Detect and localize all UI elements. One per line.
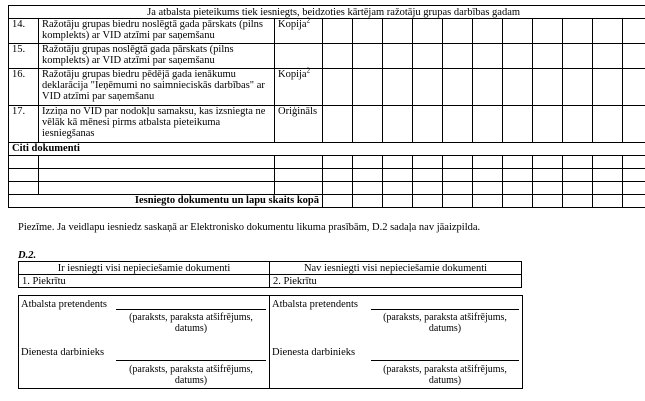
table-cell[interactable] xyxy=(473,69,503,106)
table-cell[interactable] xyxy=(383,106,413,143)
row-text: Izziņa no VID par nodokļu samaksu, kas izsniegta ne vēlāk kā mēnesi pirms atbalsta pieteikuma iesniegšanas xyxy=(39,106,275,143)
table-cell[interactable] xyxy=(503,106,533,143)
table-cell[interactable] xyxy=(383,19,413,44)
right-applicant-label: Atbalsta pretendents xyxy=(272,299,359,310)
total-cell[interactable] xyxy=(413,195,443,208)
total-cell[interactable] xyxy=(563,195,593,208)
table-cell[interactable] xyxy=(323,156,353,169)
left-option-agree[interactable]: 1. Piekrītu xyxy=(19,275,270,288)
table-cell[interactable] xyxy=(323,169,353,182)
table-cell[interactable] xyxy=(443,44,473,69)
table-cell[interactable] xyxy=(623,106,645,143)
footnote-mark: 2 xyxy=(306,66,311,75)
right-option-agree[interactable]: 2. Piekrītu xyxy=(270,275,522,288)
left-column-header: Ir iesniegti visi nepieciešamie dokumenti xyxy=(19,262,270,275)
table-row xyxy=(9,156,645,169)
d2-table xyxy=(18,261,522,288)
table-cell[interactable] xyxy=(623,69,645,106)
table-cell[interactable] xyxy=(593,182,623,195)
table-cell[interactable] xyxy=(383,182,413,195)
table-cell[interactable] xyxy=(473,44,503,69)
table-cell[interactable] xyxy=(413,169,443,182)
other-documents-heading: Citi dokumenti xyxy=(9,143,645,156)
left-officer-signature-line[interactable] xyxy=(116,360,266,361)
row-number: 17. xyxy=(9,106,39,143)
table-row xyxy=(9,19,645,44)
total-cell[interactable] xyxy=(533,195,563,208)
table-cell[interactable] xyxy=(623,182,645,195)
total-cell[interactable] xyxy=(353,195,383,208)
total-label: Iesniegto dokumentu un lapu skaits kopā xyxy=(9,195,323,208)
row-text: Ražotāju grupas biedru pēdējā gada ienākumu deklarācija "Ieņēmumi no saimnieciskās darbības" ar VID atzīmi par saņemšanu xyxy=(39,69,275,106)
table-cell[interactable] xyxy=(593,44,623,69)
table-cell[interactable] xyxy=(323,19,353,44)
table-cell[interactable] xyxy=(353,44,383,69)
total-cell[interactable] xyxy=(593,195,623,208)
left-applicant-signature-line[interactable] xyxy=(116,309,266,310)
table-cell[interactable] xyxy=(593,169,623,182)
table-cell[interactable] xyxy=(353,156,383,169)
table-cell[interactable] xyxy=(413,69,443,106)
table-row xyxy=(9,169,645,182)
row-number: 15. xyxy=(9,44,39,69)
table-cell[interactable] xyxy=(563,156,593,169)
table-cell[interactable] xyxy=(443,106,473,143)
table-cell[interactable] xyxy=(383,69,413,106)
table-cell[interactable] xyxy=(383,169,413,182)
table-cell[interactable] xyxy=(533,69,563,106)
table-cell[interactable] xyxy=(563,44,593,69)
total-cell[interactable] xyxy=(383,195,413,208)
table-cell[interactable] xyxy=(473,182,503,195)
table-cell[interactable] xyxy=(413,19,443,44)
total-cell[interactable] xyxy=(473,195,503,208)
right-officer-caption: (paraksts, paraksta atšifrējums, datums) xyxy=(383,364,507,386)
table-cell[interactable] xyxy=(443,69,473,106)
table-cell[interactable] xyxy=(323,182,353,195)
table-cell[interactable] xyxy=(413,156,443,169)
table-cell[interactable] xyxy=(593,69,623,106)
table-cell[interactable] xyxy=(323,106,353,143)
total-cell[interactable] xyxy=(623,195,645,208)
table-cell[interactable] xyxy=(533,169,563,182)
total-cell[interactable] xyxy=(503,195,533,208)
table-cell[interactable] xyxy=(563,69,593,106)
documents-table xyxy=(8,5,645,208)
table-cell[interactable] xyxy=(563,182,593,195)
row-type: Oriģināls xyxy=(275,106,323,143)
right-applicant-signature-line[interactable] xyxy=(371,309,519,310)
table-cell[interactable] xyxy=(473,106,503,143)
table-cell[interactable] xyxy=(473,169,503,182)
table-cell[interactable] xyxy=(443,182,473,195)
table-cell[interactable] xyxy=(473,156,503,169)
total-cell[interactable] xyxy=(323,195,353,208)
table-cell[interactable] xyxy=(563,106,593,143)
table-row xyxy=(9,69,645,106)
table-cell[interactable] xyxy=(503,69,533,106)
table-cell[interactable] xyxy=(503,44,533,69)
row-type: Kopija$^2$ xyxy=(275,19,323,44)
table-cell[interactable] xyxy=(563,169,593,182)
total-cell[interactable] xyxy=(443,195,473,208)
table-cell[interactable] xyxy=(413,182,443,195)
table-cell[interactable] xyxy=(323,69,353,106)
table-cell[interactable] xyxy=(383,156,413,169)
left-applicant-caption: (paraksts, paraksta atšifrējums, datums) xyxy=(129,312,253,334)
table-row xyxy=(9,182,645,195)
table-cell[interactable] xyxy=(533,44,563,69)
table-cell[interactable] xyxy=(473,19,503,44)
table-cell[interactable] xyxy=(503,182,533,195)
table-cell[interactable] xyxy=(353,19,383,44)
footnote-mark: 2 xyxy=(306,16,311,25)
table-cell[interactable] xyxy=(353,69,383,106)
right-column-header: Nav iesniegti visi nepieciešamie dokumenti xyxy=(270,262,522,275)
table-cell[interactable] xyxy=(533,182,563,195)
row-text: Ražotāju grupas noslēgtā gada pārskats (pilns komplekts) ar VID atzīmi par saņemšanu xyxy=(39,44,275,69)
table-cell[interactable] xyxy=(623,156,645,169)
left-officer-label: Dienesta darbinieks xyxy=(21,347,105,358)
table-cell[interactable] xyxy=(503,169,533,182)
table-header: Ja atbalsta pieteikums tiek iesniegts, beidzoties kārtējam ražotāju grupas darbības gadam xyxy=(9,6,645,19)
left-applicant-label: Atbalsta pretendents xyxy=(21,299,108,310)
table-cell[interactable] xyxy=(593,19,623,44)
table-cell[interactable] xyxy=(593,156,623,169)
table-cell[interactable] xyxy=(413,44,443,69)
table-cell[interactable] xyxy=(623,44,645,69)
note-text: Piezīme. Ja veidlapu iesniedz saskaņā ar Elektronisko dokumentu likuma prasībām, D.2 sadaļa nav jāaizpilda. xyxy=(18,222,481,233)
right-officer-signature-line[interactable] xyxy=(371,360,519,361)
row-number: 16. xyxy=(9,69,39,106)
table-cell[interactable] xyxy=(563,19,593,44)
table-cell[interactable] xyxy=(353,182,383,195)
table-cell[interactable] xyxy=(323,44,353,69)
table-cell[interactable] xyxy=(353,169,383,182)
table-cell[interactable] xyxy=(413,106,443,143)
table-cell[interactable] xyxy=(503,156,533,169)
row-type xyxy=(275,44,323,69)
left-officer-caption: (paraksts, paraksta atšifrējums, datums) xyxy=(129,364,253,386)
table-cell[interactable] xyxy=(503,19,533,44)
section-title: D.2. xyxy=(18,250,37,261)
table-cell[interactable] xyxy=(443,19,473,44)
table-cell[interactable] xyxy=(623,19,645,44)
table-cell[interactable] xyxy=(353,106,383,143)
row-type: Kopija$^2$ xyxy=(275,69,323,106)
table-cell[interactable] xyxy=(443,169,473,182)
table-cell[interactable] xyxy=(443,156,473,169)
table-row xyxy=(9,106,645,143)
table-cell[interactable] xyxy=(533,19,563,44)
table-cell[interactable] xyxy=(383,44,413,69)
row-number: 14. xyxy=(9,19,39,44)
table-cell[interactable] xyxy=(623,169,645,182)
row-text: Ražotāju grupas biedru noslēgtā gada pārskats (pilns komplekts) ar VID atzīmi par saņemšanu xyxy=(39,19,275,44)
right-applicant-caption: (paraksts, paraksta atšifrējums, datums) xyxy=(383,312,507,334)
table-cell[interactable] xyxy=(533,156,563,169)
table-cell[interactable] xyxy=(593,106,623,143)
table-row xyxy=(9,44,645,69)
right-officer-label: Dienesta darbinieks xyxy=(272,347,356,358)
table-cell[interactable] xyxy=(533,106,563,143)
